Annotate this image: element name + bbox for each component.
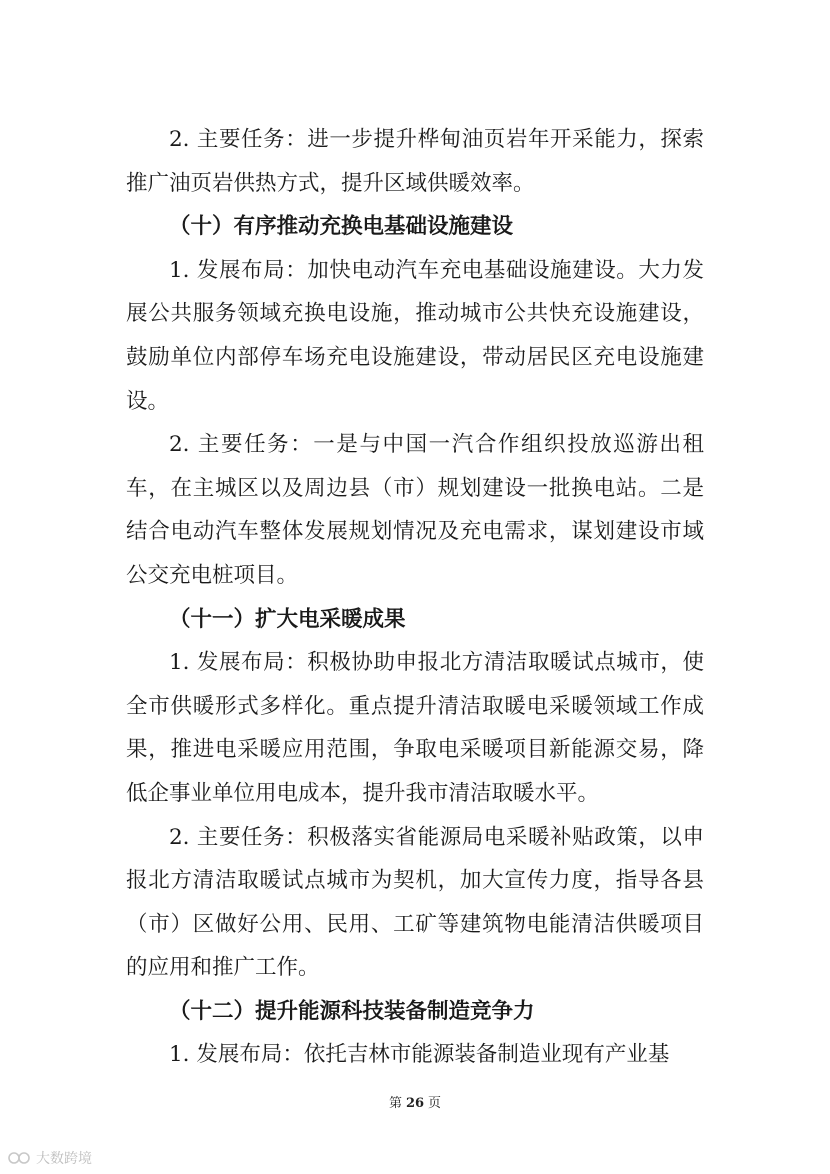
paragraph: 1. 发展布局：积极协助申报北方清洁取暖试点城市，使全市供暖形式多样化。重点提升清洁取暖电采暖领域工作成果，推进电采暖应用范围，争取电采暖项目新能源交易，降低企事业单位用电成本，提升我市清洁取暖水平。	[126, 650, 704, 806]
page-footer	[0, 1092, 830, 1111]
paragraph: 2. 主要任务：进一步提升桦甸油页岩年开采能力，探索推广油页岩供热方式，提升区域供暖效率。	[126, 127, 704, 196]
section-heading: （十二）提升能源科技装备制造竞争力	[169, 998, 535, 1024]
paragraph: 2. 主要任务：积极落实省能源局电采暖补贴政策，以申报北方清洁取暖试点城市为契机，加大宣传力度，指导各县（市）区做好公用、民用、工矿等建筑物电能清洁供暖项目的应用和推广工作。	[126, 824, 704, 981]
page-number: 26	[405, 1096, 425, 1111]
body-text	[126, 118, 704, 1077]
section-heading: （十一）扩大电采暖成果	[169, 606, 406, 632]
footer-prefix: 第	[388, 1096, 402, 1111]
paragraph: 1. 发展布局：加快电动汽车充电基础设施建设。大力发展公共服务领域充换电设施，推动城市公共快充设施建设，鼓励单位内部停车场充电设施建设，带动居民区充电设施建设。	[126, 257, 704, 414]
watermark	[8, 1148, 92, 1168]
footer-suffix: 页	[428, 1096, 442, 1111]
paragraph: 2. 主要任务：一是与中国一汽合作组织投放巡游出租车，在主城区以及周边县（市）规划建设一批换电站。二是结合电动汽车整体发展规划情况及充电需求，谋划建设市域公交充电桩项目。	[126, 432, 704, 588]
logo-icon	[8, 1150, 32, 1166]
watermark-text: 大数跨境	[36, 1151, 92, 1167]
section-heading: （十）有序推动充换电基础设施建设	[169, 214, 514, 240]
paragraph: 1. 发展布局：依托吉林市能源装备制造业现有产业基	[169, 1042, 670, 1068]
